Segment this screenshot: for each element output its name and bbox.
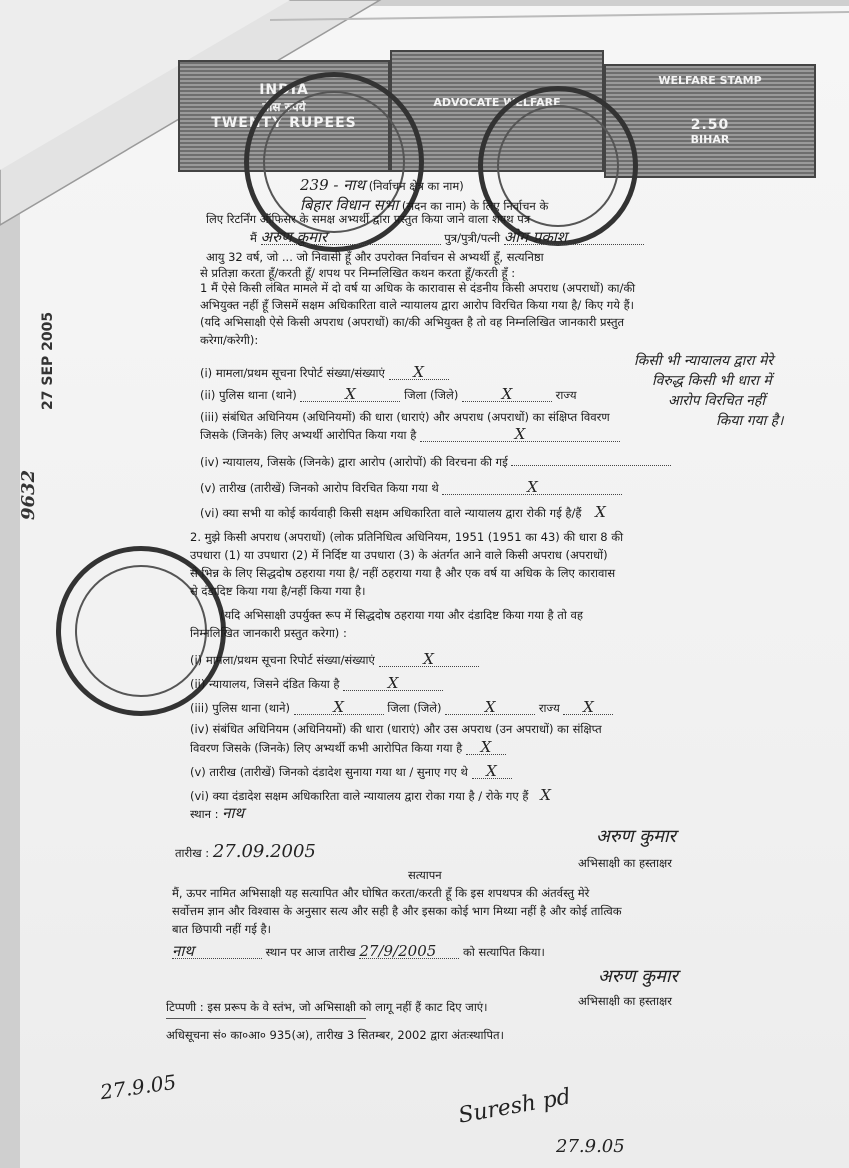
p1-item-iii-mark: X xyxy=(420,427,620,442)
p1-item-v: (v) तारीख (तारीखें) जिनको आरोप विरचित किया गया थे xyxy=(200,481,439,495)
p1-item-iii: (iii) संबंधित अधिनियम (अधिनियमों) की धारा (धाराएं) और अपराध (अपराधों) का संक्षिप्त विवरण xyxy=(200,410,610,424)
header-line-3: लिए रिटर्निंग ऑफिसर के समक्ष अभ्यर्थी द्वारा प्रस्तुत किया जाने वाला शपथ पत्र xyxy=(206,212,531,226)
p1-item-iv-line xyxy=(511,465,671,466)
p2-district-mark: X xyxy=(445,700,535,715)
verification-line-2: सर्वोत्तम ज्ञान और विश्वास के अनुसार सत्य और सही है और इसका कोई भाग मिथ्या नहीं है और कोई तात्विक xyxy=(172,904,622,918)
p1-state-label: राज्य xyxy=(555,388,577,402)
handwritten-note-4: किया गया है। xyxy=(716,413,784,429)
welfare-stamp-value: 2.50 xyxy=(690,117,730,133)
para2-line-3: से भिन्न के लिए सिद्धदोष ठहराया गया है/ नहीं ठहराया गया है और एक वर्ष या अधिक के लिए कारावास xyxy=(190,566,616,580)
p2-item-ii-mark: X xyxy=(343,676,443,691)
p1-item-vi-mark: X xyxy=(595,503,606,521)
p1-item-ii: (ii) पुलिस थाना (थाने) xyxy=(200,388,297,402)
p1-item-iii-b: जिसके (जिनके) लिए अभ्यर्थी आरोपित किया गया है xyxy=(200,428,417,442)
verify-mid: स्थान पर आज तारीख xyxy=(265,945,356,959)
handwritten-note-2: विरुद्ध किसी भी धारा में xyxy=(652,373,772,389)
p2-item-iii-mark: X xyxy=(294,700,384,715)
p2-item-v-mark: X xyxy=(472,764,512,779)
p2-item-v: (v) तारीख (तारीखें) जिनको दंडादेश सुनाया गया था / सुनाए गए थे xyxy=(190,765,468,779)
p2-state-label: राज्य xyxy=(538,701,560,715)
india-stamp-hindi: बीस रुपये xyxy=(262,100,306,114)
p1-district-mark: X xyxy=(462,387,552,402)
p2-item-ii: (ii) न्यायालय, जिसने दंडित किया है xyxy=(190,677,340,691)
p2-state-mark: X xyxy=(563,700,613,715)
p2-item-iv: (iv) संबंधित अधिनियम (अधिनियमों) की धारा (धाराएं) और उस अपराध (उन अपराधों) का संक्षिप्त xyxy=(190,722,602,736)
deponent-signature-2: अरुण कुमार xyxy=(598,966,678,987)
para2-line-6: निम्नलिखित जानकारी प्रस्तुत करेगा) : xyxy=(190,626,347,640)
p1-item-i-mark: X xyxy=(389,365,449,380)
para2-line-5: (यदि अभिसाक्षी उपर्युक्त रूप में सिद्धदोष ठहराया गया और दंडादिष्ट किया गया है तो वह xyxy=(220,608,583,622)
footnote: टिप्पणी : इस प्ररूप के वे स्तंभ, जो अभिसाक्षी को लागू नहीं हैं काट दिए जाएं। xyxy=(166,1000,488,1014)
margin-date-stamp: 27 SEP 2005 xyxy=(40,311,56,410)
header-line-5: आयु 32 वर्ष, जो ... जो निवासी हूँ और उपरोक्त निर्वाचन से अभ्यर्थी हूँ, सत्यनिष्ठा xyxy=(206,250,544,264)
welfare-stamp-state: BIHAR xyxy=(690,133,730,146)
notification: अधिसूचना सं० का०आ० 935(अ), तारीख 3 सितम्बर, 2002 द्वारा अंतःस्थापित। xyxy=(166,1028,504,1042)
father-name: ओम प्रकाश xyxy=(504,230,644,245)
welfare-stamp-text: WELFARE STAMP xyxy=(658,74,762,87)
p2-item-iv-b: विवरण जिसके (जिनके) लिए अभ्यर्थी कभी आरोपित किया गया है xyxy=(190,741,463,755)
date-label: तारीख : xyxy=(175,846,210,860)
date-value: 27.09.2005 xyxy=(212,841,316,862)
para1-line-3: (यदि अभिसाक्षी ऐसे किसी अपराध (अपराधों) का/की अभियुक्त है तो वह निम्नलिखित जानकारी प्रस्तुत xyxy=(200,315,625,329)
deponent-signature: अरुण कुमार xyxy=(596,826,676,847)
deponent-signature-label: अभिसाक्षी का हस्ताक्षर xyxy=(578,856,673,870)
p1-item-iv: (iv) न्यायालय, जिसके (जिनके) द्वारा आरोप (आरोपों) की विरचना की गई xyxy=(200,455,508,469)
verify-end: को सत्यापित किया। xyxy=(463,945,545,959)
p1-item-v-mark: X xyxy=(442,480,622,495)
bottom-signature-date: 27.9.05 xyxy=(556,1136,625,1157)
p2-item-i-mark: X xyxy=(379,652,479,667)
deponent-name: अरुण कुमार xyxy=(261,230,441,245)
deponent-signature-2-label: अभिसाक्षी का हस्ताक्षर xyxy=(578,994,673,1008)
verification-title: सत्यापन xyxy=(408,868,442,882)
p2-item-i: (i) मामला/प्रथम सूचना रिपोर्ट संख्या/संख्याएं xyxy=(190,653,375,667)
constituency-label: (निर्वाचन क्षेत्र का नाम) xyxy=(368,179,464,193)
p2-district-label: जिला (जिले) xyxy=(387,701,442,715)
relation-label: पुत्र/पुत्री/पत्नी xyxy=(444,231,501,245)
place-value: नाथ xyxy=(222,804,244,822)
p2-item-vi: (vi) क्या दंडादेश सक्षम अधिकारिता वाले न्यायालय द्वारा रोका गया है / रोके गए हैं xyxy=(190,789,529,803)
advocate-stamp-text: ADVOCATE WELFARE xyxy=(433,96,561,109)
para2-line-1: 2. मुझे किसी अपराध (अपराधों) (लोक प्रतिनिधित्व अधिनियम, 1951 (1951 का 43) की धारा 8 की xyxy=(190,530,624,544)
house-name: बिहार विधान सभा xyxy=(300,196,399,214)
p1-item-ii-mark: X xyxy=(300,387,400,402)
constituency-name: 239 - नाथ xyxy=(300,176,366,194)
house-label: (सदन का नाम) के लिए निर्वाचन के xyxy=(401,199,549,213)
header-line-6: से प्रतिज्ञा करता हूँ/करती हूँ/ शपथ पर निम्नलिखित कथन करता हूँ/करती हूँ : xyxy=(200,266,516,280)
handwritten-note-3: आरोप विरचित नहीं xyxy=(668,393,765,409)
para1-line-1: 1 मैं ऐसे किसी लंबित मामले में दो वर्ष या अधिक के कारावास से दंडनीय किसी अपराध (अपराधों) का/की xyxy=(200,281,636,295)
india-stamp-denomination: TWENTY RUPEES xyxy=(211,115,357,131)
verify-date: 27/9/2005 xyxy=(359,944,459,959)
p1-item-i: (i) मामला/प्रथम सूचना रिपोर्ट संख्या/संख्याएं xyxy=(200,366,385,380)
india-stamp-country: INDIA xyxy=(259,82,309,98)
footnote-rule xyxy=(166,1018,366,1019)
handwritten-note-1: किसी भी न्यायालय द्वारा मेरे xyxy=(634,353,774,369)
bottom-signature-left: 27.9.05 xyxy=(98,1069,178,1105)
para1-line-4: करेगा/करेगी): xyxy=(200,333,259,347)
place-label: स्थान : xyxy=(190,807,219,821)
p1-item-vi: (vi) क्या सभी या कोई कार्यवाही किसी सक्षम अधिकारिता वाले न्यायालय द्वारा रोकी गई है/हैं xyxy=(200,506,582,520)
margin-number: 9632 xyxy=(18,469,39,520)
i-prefix: मैं xyxy=(250,231,257,245)
verify-place: नाथ xyxy=(172,944,262,959)
para1-line-2: अभियुक्त नहीं हूँ जिसमें सक्षम अधिकारिता वाले न्यायालय द्वारा आरोप विरचित किया गया है/ किए गये हैं। xyxy=(200,298,635,312)
verification-line-3: बात छिपायी नहीं गई है। xyxy=(172,922,271,936)
para2-line-2: उपधारा (1) या उपधारा (2) में निर्दिष्ट या उपधारा (3) के अंतर्गत आने वाले किसी अपराध (अपराधों) xyxy=(190,548,608,562)
para2-line-4: से दंडादिष्ट किया गया है/नहीं किया गया है। xyxy=(190,584,366,598)
bottom-signature-right: Suresh pd xyxy=(456,1084,573,1129)
p2-item-iii: (iii) पुलिस थाना (थाने) xyxy=(190,701,290,715)
p2-item-iv-mark: X xyxy=(466,740,506,755)
p1-district-label: जिला (जिले) xyxy=(404,388,459,402)
verification-line-1: मैं, ऊपर नामित अभिसाक्षी यह सत्यापित और घोषित करता/करती हूँ कि इस शपथपत्र की अंतर्वस्तु मेरे xyxy=(172,886,590,900)
p2-item-vi-mark: X xyxy=(540,786,551,804)
